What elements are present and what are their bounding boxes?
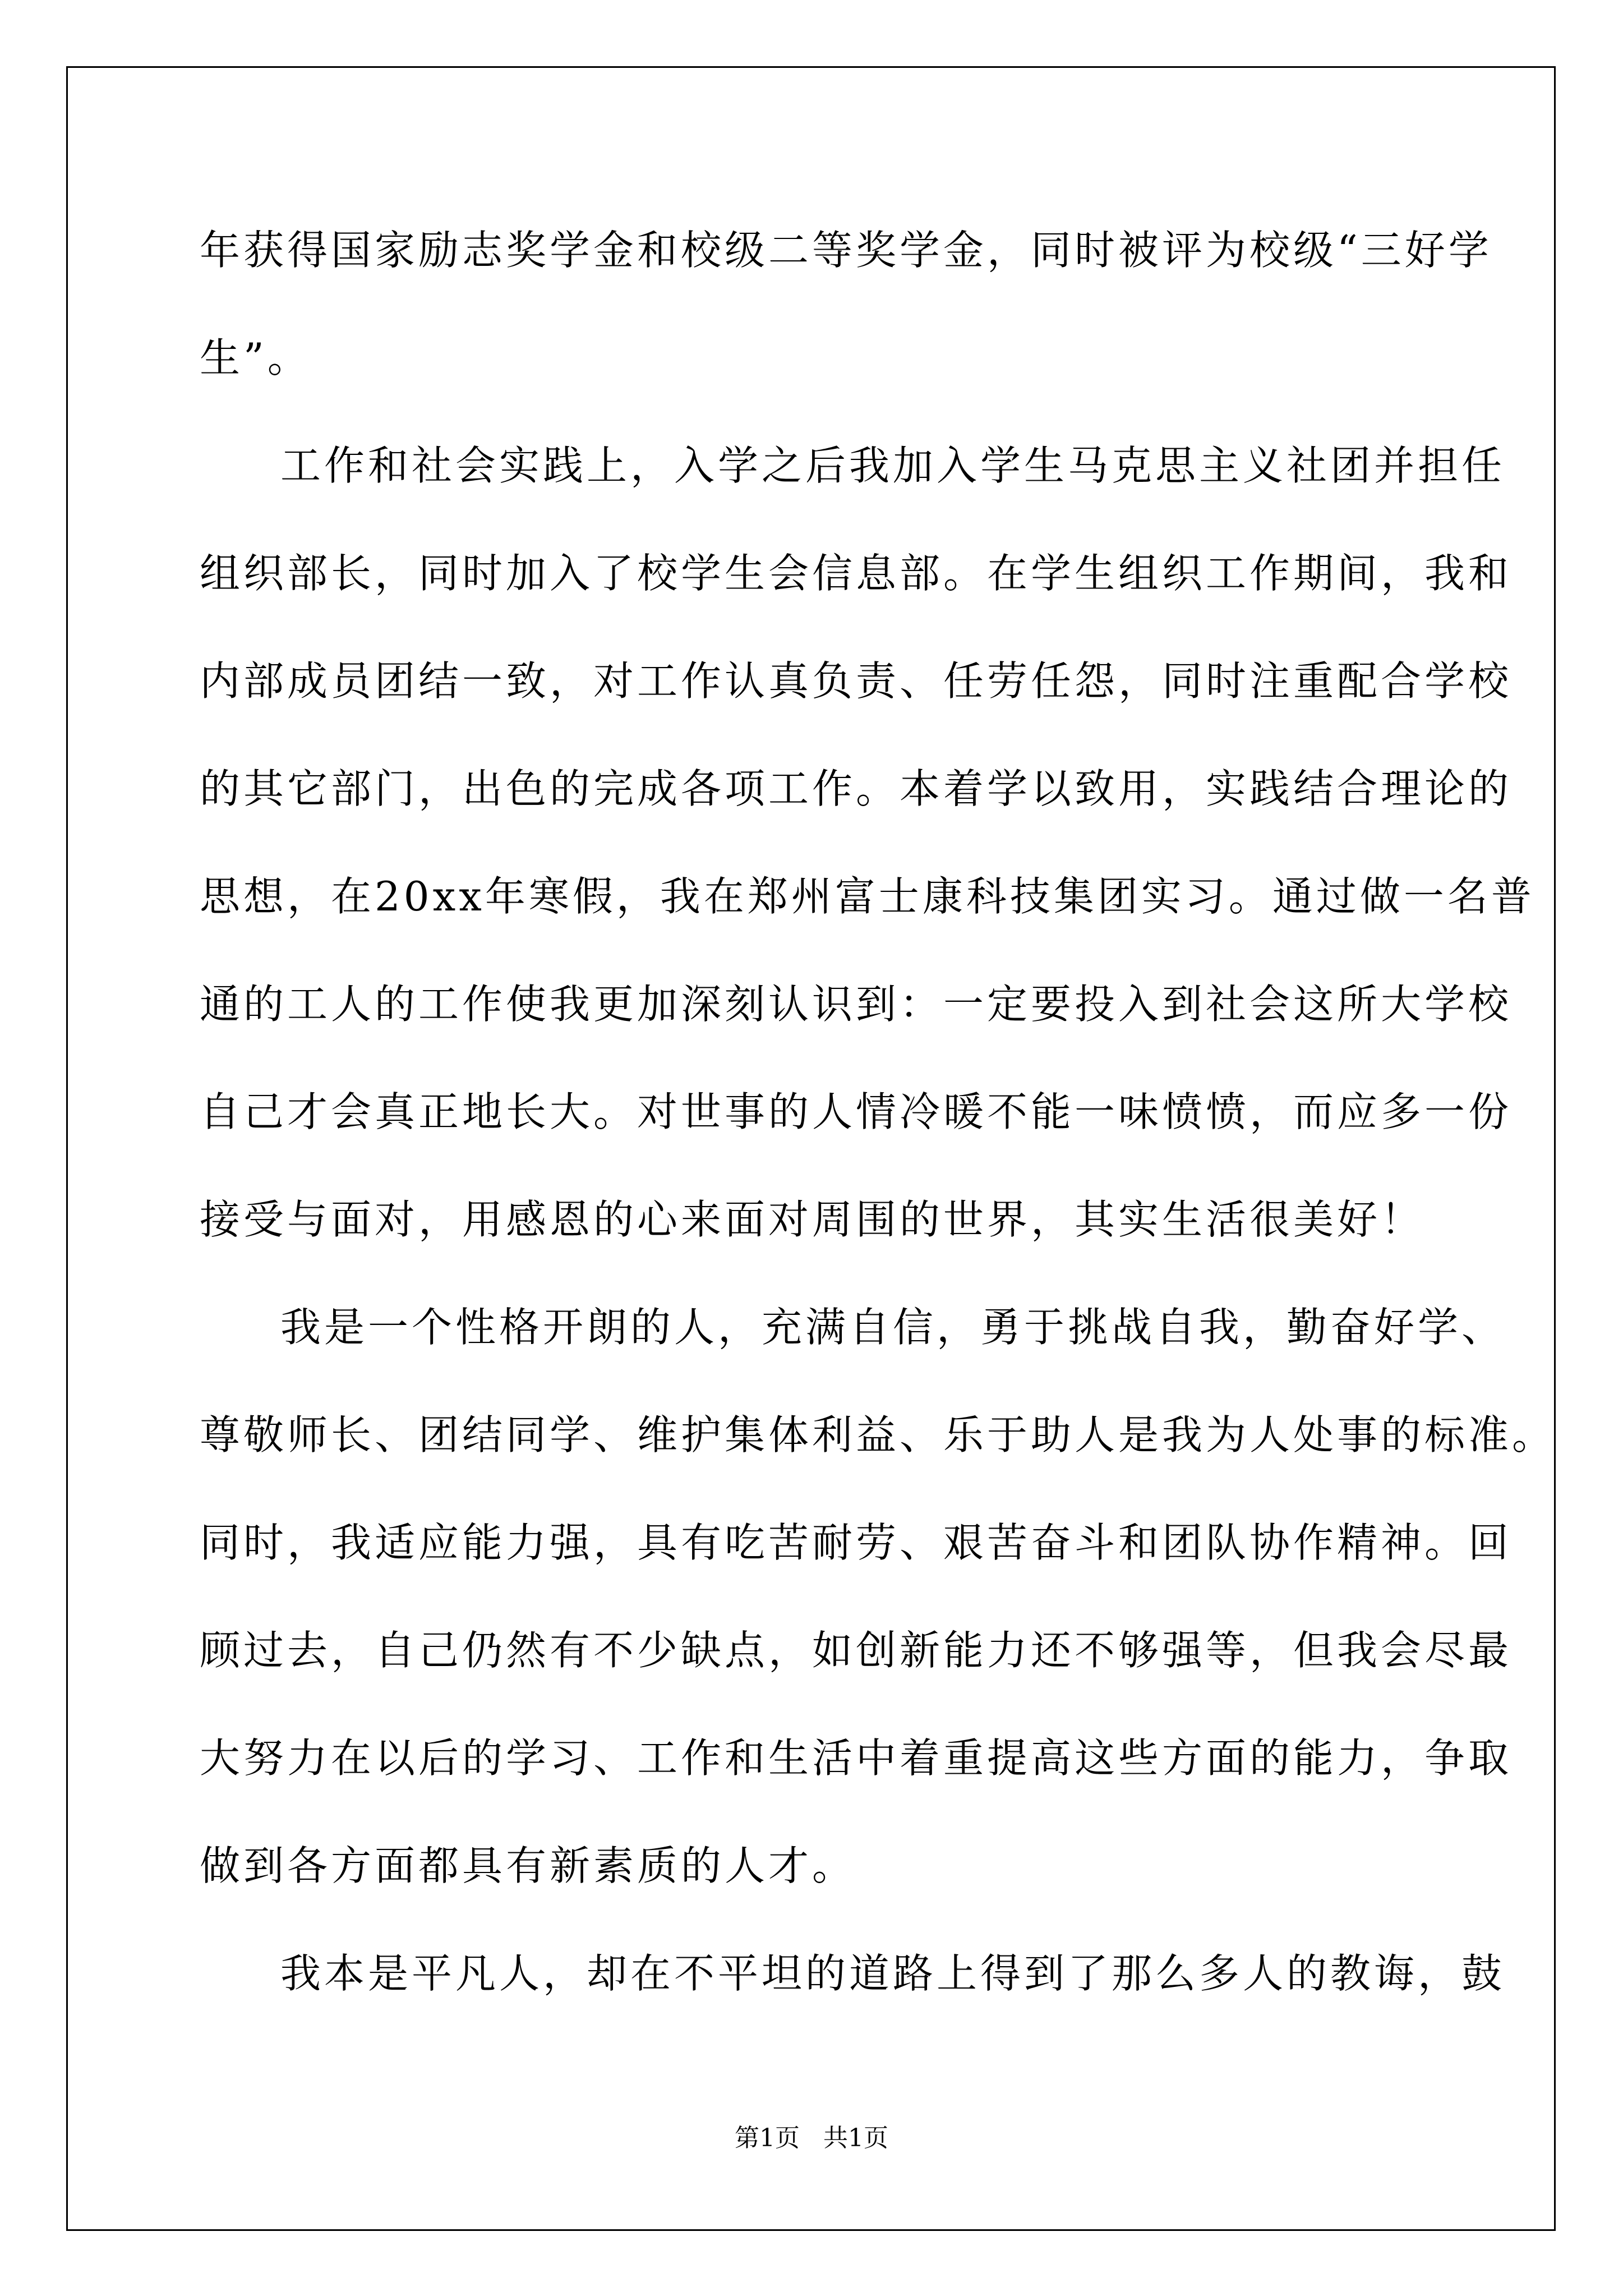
text-line: 自己才会真正地长大。对世事的人情冷暖不能一味愤愤，而应多一份 — [200, 1088, 1513, 1135]
text-line: 接受与面对，用感恩的心来面对周围的世界，其实生活很美好！ — [200, 1196, 1425, 1243]
text-line: 思想，在20xx年寒假，我在郑州富士康科技集团实习。通过做一名普 — [200, 873, 1535, 920]
text-line: 组织部长，同时加入了校学生会信息部。在学生组织工作期间，我和 — [200, 550, 1513, 597]
paragraph-start-line: 工作和社会实践上，入学之后我加入学生马克思主义社团并担任 — [280, 442, 1506, 489]
text-line: 内部成员团结一致，对工作认真负责、任劳任怨，同时注重配合学校 — [200, 657, 1513, 705]
text-line: 同时，我适应能力强，具有吃苦耐劳、艰苦奋斗和团队协作精神。回 — [200, 1519, 1513, 1566]
text-line: 大努力在以后的学习、工作和生活中着重提高这些方面的能力，争取 — [200, 1734, 1513, 1782]
page-footer: 第1页 共1页 — [735, 2124, 888, 2152]
text-line: 通的工人的工作使我更加深刻认识到：一定要投入到社会这所大学校 — [200, 981, 1513, 1028]
paragraph-start-line: 我本是平凡人，却在不平坦的道路上得到了那么多人的教诲，鼓 — [280, 1950, 1506, 1997]
text-line: 顾过去，自己仍然有不少缺点，如创新能力还不够强等，但我会尽最 — [200, 1627, 1513, 1674]
text-line: 生”。 — [200, 334, 311, 381]
text-line: 的其它部门，出色的完成各项工作。本着学以致用，实践结合理论的 — [200, 765, 1513, 812]
text-line: 做到各方面都具有新素质的人才。 — [200, 1842, 856, 1889]
page-border — [66, 66, 1556, 2231]
text-line: 尊敬师长、团结同学、维护集体利益、乐于助人是我为人处事的标准。 — [200, 1411, 1556, 1458]
text-line: 年获得国家励志奖学金和校级二等奖学金，同时被评为校级“三好学 — [200, 227, 1492, 274]
paragraph-start-line: 我是一个性格开朗的人，充满自信，勇于挑战自我，勤奋好学、 — [280, 1304, 1506, 1351]
